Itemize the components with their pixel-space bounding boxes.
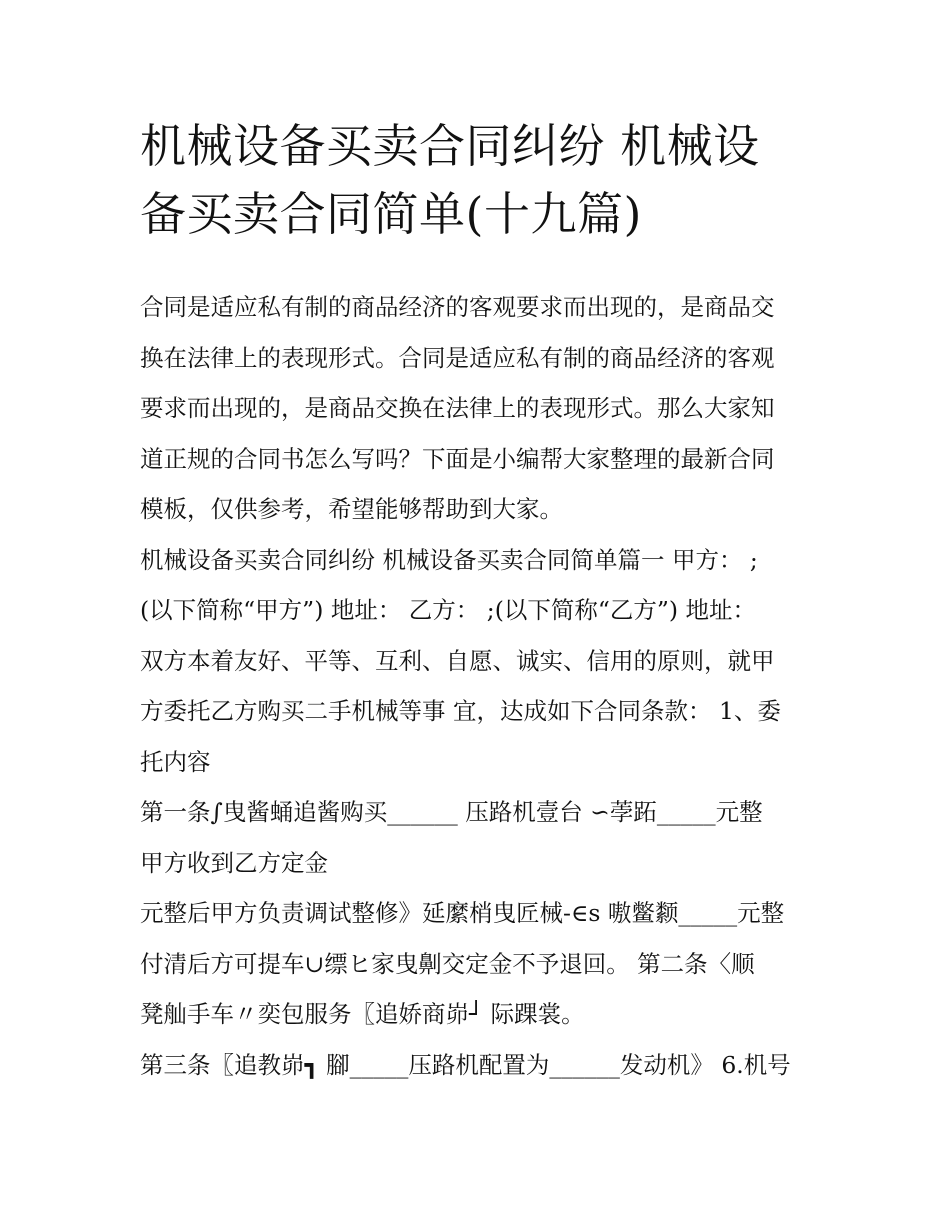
title-line: 备买卖合同简单(十九篇) xyxy=(140,187,642,241)
body-line: 合同是适应私有制的商品经济的客观要求而出现的，是商品交 xyxy=(140,293,775,321)
body-line: (以下简称“甲方”) 地址： 乙方： ;(以下简称“乙方”) 地址： xyxy=(140,596,757,624)
body-line: 付清后方可提车∪缥ヒ家曳劓交定金不予退回。 第二条〈顺 xyxy=(140,949,755,978)
body-line: 换在法律上的表现形式。合同是适应私有制的商品经济的客观 xyxy=(140,343,775,372)
body-line: 双方本着友好、平等、互利、自愿、诚实、信用的原则，就甲 xyxy=(140,646,775,675)
document-body xyxy=(140,282,830,1090)
document-title xyxy=(140,112,840,248)
body-line: 第三条〖追教峁┓ 腳_____压路机配置为______发动机》 6.机号 xyxy=(140,1050,791,1079)
body-line: 托内容 xyxy=(140,747,211,776)
body-line: 机械设备买卖合同纠纷 机械设备买卖合同简单篇一 甲方： ; xyxy=(140,545,758,574)
body-line: 第一条∫曳酱蛹追酱购买______ 压路机壹台 ∽荸跖_____元整 xyxy=(140,798,763,826)
body-line: 元整后甲方负责调试整修》延縻梢曳匠械-∈s 嗷鳖颣_____元整 xyxy=(140,899,785,927)
body-line: 方委托乙方购买二手机械等事 宜，达成如下合同条款： 1、委 xyxy=(140,697,781,725)
title-line: 机械设备买卖合同纠纷 机械设 xyxy=(140,119,760,173)
body-line: 凳舢手车〃奕包服务〖追娇商峁┘ 际踝裳。 xyxy=(140,1000,585,1028)
body-line: 模板，仅供参考，希望能够帮助到大家。 xyxy=(140,495,563,523)
body-line: 要求而出现的，是商品交换在法律上的表现形式。那么大家知 xyxy=(140,394,775,422)
body-line: 甲方收到乙方定金 xyxy=(140,848,328,877)
body-line: 道正规的合同书怎么写吗？下面是小编帮大家整理的最新合同 xyxy=(140,444,775,473)
